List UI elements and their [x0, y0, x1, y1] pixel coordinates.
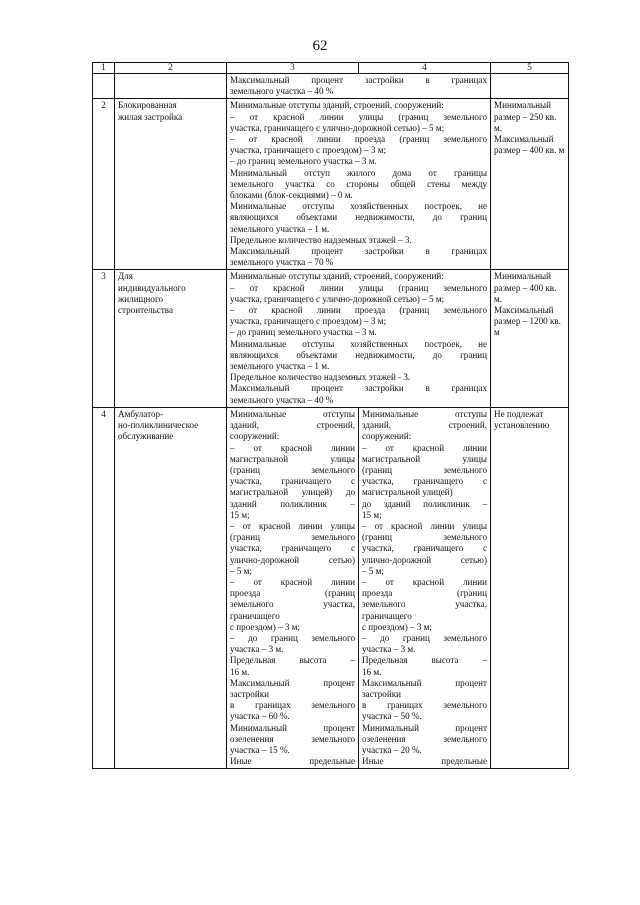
table-header-row	[93, 63, 569, 74]
text-line: улично-дорожной сетью)	[362, 554, 487, 565]
text-line: участка, граничащего с	[230, 543, 355, 554]
row-number: 4	[93, 407, 115, 769]
page-number: 62	[312, 38, 328, 54]
text-line: размер – 250 кв. м.	[494, 111, 557, 133]
text-line: 16 м.	[362, 666, 382, 677]
use-name	[118, 271, 223, 316]
text-line: Минимальный процент	[230, 722, 355, 733]
text-line: участка – 60 %.	[230, 711, 290, 722]
text-line: улично-дорожной сетью)	[230, 554, 355, 565]
text-line: – от красной линии улицы (границ земельного	[230, 282, 487, 293]
text-line: – до границ земельного участка – 3 м.	[230, 156, 377, 167]
text-line: – до границ земельного	[230, 632, 355, 643]
plot-size-cell	[491, 407, 569, 769]
table-row	[93, 99, 569, 270]
text-line: Максимальный	[494, 134, 554, 145]
text-line: Блокированная	[118, 100, 177, 111]
parameters-cell	[227, 74, 491, 99]
text-line: Минимальный процент	[362, 722, 487, 733]
text-line: озеленения земельного	[230, 733, 355, 744]
column-header	[227, 63, 491, 74]
text-line: участка, граничащего с проездом) – 3 м;	[230, 145, 386, 156]
text-line: Максимальный процент	[230, 677, 355, 688]
text-line: – от красной линии	[230, 442, 355, 453]
text-line: земельного участка – 1 м.	[230, 223, 330, 234]
text-line: Предельная высота –	[362, 655, 487, 666]
text-line: участка, граничащего с	[362, 476, 487, 487]
text-line: блоками (блок-секциями) – 0 м.	[230, 190, 353, 201]
text-line: участка, граничащего с	[362, 543, 487, 554]
use-name-cell	[115, 407, 227, 769]
use-name	[118, 100, 223, 122]
text-line: с проездом) – 3 м;	[362, 621, 432, 632]
text-line: земельного участка – 1 м.	[230, 361, 330, 372]
text-line: с проездом) – 3 м;	[230, 621, 300, 632]
text-line: до зданий поликлиник –	[362, 498, 487, 509]
text-line: Минимальные отступы хозяйственных построек, не	[230, 338, 487, 349]
text-line: Минимальный отступ жилого дома от границы	[230, 167, 487, 178]
text-line: участка – 15 %.	[230, 744, 290, 755]
text-line: магистральной улицей)	[362, 487, 453, 498]
text-line: 16 м.	[230, 666, 250, 677]
text-line: обслуживание	[118, 431, 174, 442]
text-line: земельного участка – 40 %	[230, 86, 334, 97]
text-line: магистральной улицы	[230, 453, 355, 464]
text-line: в границах земельного	[362, 700, 487, 711]
text-line: участка – 3 м.	[230, 644, 284, 655]
text-line: – от красной линии улицы	[230, 520, 355, 531]
continuation-row	[93, 74, 569, 99]
text-line: участка, граничащего с улично-дорожной сетью) – 5 м;	[230, 122, 445, 133]
plot-size-cell	[491, 270, 569, 407]
text-line: (границ земельного	[362, 464, 487, 475]
use-name-cell	[115, 99, 227, 270]
text-line: Амбулатор-	[118, 408, 164, 419]
text-line: зданий, строений,	[362, 420, 487, 431]
text-line: Минимальные отступы	[362, 408, 487, 419]
text-line: – 5 м;	[362, 565, 384, 576]
text-line: земельного участка,	[362, 599, 487, 610]
text-line: Иные предельные	[230, 756, 355, 767]
text-line: застройки	[362, 688, 401, 699]
parameters-cell-left	[227, 407, 359, 769]
plot-size	[494, 409, 565, 431]
text-line: Предельное количество надземных этажей - 3.	[230, 372, 411, 383]
text-line: зданий поликлиник –	[230, 498, 355, 509]
plot-size-cell	[491, 99, 569, 270]
text-line: Минимальные отступы зданий, строений, сооружений:	[230, 100, 444, 111]
use-name-cell	[115, 270, 227, 407]
parameters-cell	[227, 99, 491, 270]
parameters-cell	[227, 270, 491, 407]
text-line: – от красной линии проезда (границ земельного	[230, 305, 487, 316]
text-line: земельного участка – 70 %	[230, 257, 334, 268]
column-header: 5	[491, 63, 569, 74]
text-line: (границ земельного	[230, 464, 355, 475]
text-line: – 5 м;	[230, 565, 252, 576]
text-line: земельного участка,	[230, 599, 355, 610]
text-line: являющихся объектами недвижимости, до границ	[230, 349, 487, 360]
text-line: жилищного	[118, 293, 164, 304]
parameter-lines	[362, 409, 487, 768]
plot-size	[494, 100, 565, 156]
text-line: строительства	[118, 305, 173, 316]
text-line: Максимальный процент застройки в границах	[230, 383, 487, 394]
text-line: Максимальный процент застройки в границах	[230, 75, 487, 85]
text-line: жилая застройка	[118, 111, 183, 122]
text-line: – от красной линии улицы	[362, 520, 487, 531]
column-header: 2	[115, 63, 227, 74]
parameter-lines	[230, 271, 487, 405]
text-line: но-поликлиническое	[118, 420, 199, 431]
text-line: участка, граничащего с улично-дорожной сетью) – 5 м;	[230, 293, 445, 304]
text-line: Предельное количество надземных этажей – 3.	[230, 234, 412, 245]
row-number: 3	[93, 270, 115, 407]
text-line: размер – 400 кв. м.	[494, 282, 557, 304]
text-line: участка – 50 %.	[362, 711, 422, 722]
text-line: участка, граничащего с проездом) – 3 м;	[230, 316, 386, 327]
text-line: являющихся объектами недвижимости, до границ	[230, 212, 487, 223]
text-line: установлению	[494, 420, 550, 431]
text-line: – от красной линии улицы (границ земельного	[230, 111, 487, 122]
parameter-lines	[230, 100, 487, 268]
text-line: граничащего	[362, 610, 412, 621]
text-line: Максимальный	[494, 305, 554, 316]
text-line: сооружений:	[230, 431, 280, 442]
parameter-lines	[230, 409, 355, 768]
plot-size-cell	[491, 74, 569, 99]
row-number: 2	[93, 99, 115, 270]
text-line: – от красной линии проезда (границ земельного	[230, 134, 487, 145]
plot-size	[494, 271, 565, 338]
text-line: граничащего	[230, 610, 280, 621]
text-line: – от красной линии	[362, 576, 487, 587]
text-line: магистральной улицы	[362, 453, 487, 464]
table-row	[93, 407, 569, 769]
use-name-cell	[115, 74, 227, 99]
zoning-regulations-table	[92, 62, 569, 769]
text-line: индивидуального	[118, 282, 186, 293]
text-line: – до границ земельного	[362, 632, 487, 643]
text-line: размер – 400 кв. м	[494, 145, 565, 156]
text-line: земельного участка – 40 %	[230, 394, 334, 405]
text-line: Максимальный процент	[362, 677, 487, 688]
column-header: 4	[422, 63, 427, 73]
text-line: проезда (границ	[230, 588, 355, 599]
table-row	[93, 270, 569, 407]
text-line: Для	[118, 271, 133, 282]
parameter-lines	[230, 75, 487, 97]
text-line: земельного участка со стороны общей стены между	[230, 178, 487, 189]
text-line: Иные предельные	[362, 756, 487, 767]
text-line: 15 м;	[362, 509, 382, 520]
text-line: застройки	[230, 688, 269, 699]
text-line: участка – 20 %.	[362, 744, 422, 755]
text-line: Минимальный	[494, 271, 552, 282]
text-line: Минимальные отступы зданий, строений, сооружений:	[230, 271, 444, 282]
text-line: магистральной улицей) до	[230, 487, 355, 498]
text-line: Минимальные отступы	[230, 408, 355, 419]
text-line: – от красной линии	[230, 576, 355, 587]
text-line: озеленения земельного	[362, 733, 487, 744]
row-number-cell	[93, 74, 115, 99]
text-line: 15 м;	[230, 509, 250, 520]
text-line: участка, граничащего с	[230, 476, 355, 487]
text-line: (границ земельного	[362, 532, 487, 543]
text-line: Минимальный	[494, 100, 552, 111]
text-line: в границах земельного	[230, 700, 355, 711]
text-line: – от красной линии	[362, 442, 487, 453]
text-line: Предельная высота –	[230, 655, 355, 666]
column-header: 3	[227, 63, 359, 73]
text-line: (границ земельного	[230, 532, 355, 543]
text-line: проезда (границ	[362, 588, 487, 599]
text-line: Минимальные отступы хозяйственных построек, не	[230, 201, 487, 212]
text-line: Не подлежат	[494, 408, 544, 419]
text-line: размер – 1200 кв. м	[494, 316, 561, 338]
text-line: зданий, строений,	[230, 420, 355, 431]
column-header: 1	[93, 63, 115, 74]
text-line: – до границ земельного участка – 3 м.	[230, 327, 377, 338]
text-line: Максимальный процент застройки в границах	[230, 246, 487, 257]
parameters-cell-right	[359, 407, 491, 769]
text-line: участка – 3 м.	[362, 644, 416, 655]
use-name	[118, 409, 223, 443]
text-line: сооружений:	[362, 431, 412, 442]
